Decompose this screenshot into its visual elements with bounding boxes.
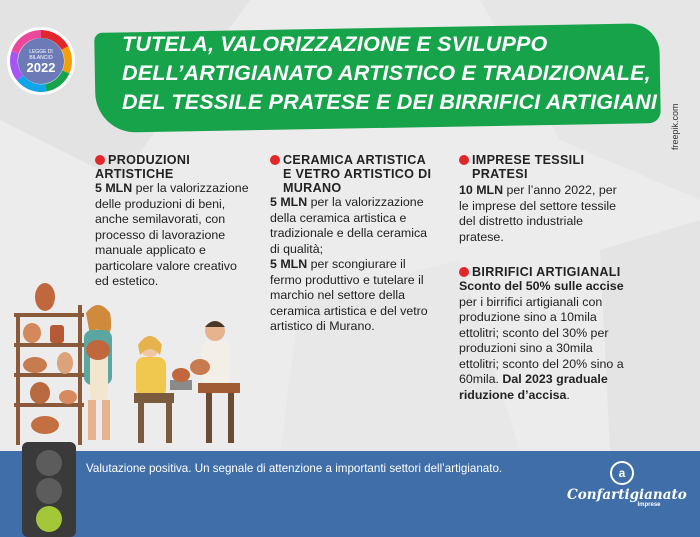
confartigianato-logo <box>567 461 687 521</box>
heading-text: MURANO <box>283 181 342 195</box>
amount: 5 MLN <box>95 181 133 195</box>
body-text: per la valorizzazione delle produzioni di beni, anche semilavorati, con processo di lavorazione manuale applicato e particolare valore creativo ed estetico. <box>95 181 249 288</box>
bullet-icon <box>459 267 469 277</box>
section-heading <box>459 153 624 181</box>
traffic-light-red-lamp <box>36 450 62 476</box>
traffic-light-green-lamp <box>36 506 62 532</box>
amount: 5 MLN <box>270 195 308 209</box>
heading-text: E VETRO ARTISTICO DI <box>283 167 432 181</box>
footer-text: Valutazione positiva. Un segnale di attenzione a importanti settori dell’artigianato. <box>86 462 503 475</box>
section-birrifici <box>459 265 624 403</box>
heading-text: PRODUZIONI ARTISTICHE <box>95 153 191 181</box>
title-line-2: DELL’ARTIGIANATO ARTISTICO E TRADIZIONALE, <box>122 61 651 85</box>
title-line-3: DEL TESSILE PRATESE E DEI BIRRIFICI ARTIGIANI <box>122 90 658 114</box>
heading-text: CERAMICA ARTISTICA <box>283 153 426 167</box>
emphasis: Sconto del 50% sulle accise <box>459 279 624 293</box>
brand-name: Confartigianato <box>567 487 687 503</box>
section-heading <box>270 153 435 195</box>
budget-law-logo <box>10 30 72 92</box>
title-line-1: TUTELA, VALORIZZAZIONE E SVILUPPO <box>122 32 548 56</box>
logo-year: 2022 <box>26 60 56 75</box>
heading-text: BIRRIFICI ARTIGIANALI <box>472 265 621 279</box>
brand-subtitle: Imprese <box>637 502 661 508</box>
pottery-vases <box>23 283 77 434</box>
artisan-woman-seated <box>134 336 192 443</box>
emphasis: Dal 2023 graduale riduzione d’accisa <box>459 372 608 402</box>
image-credit: freepik.com <box>670 103 680 150</box>
bullet-icon <box>459 155 469 165</box>
logo-caption: LEGGE DI BILANCIO <box>29 49 53 61</box>
traffic-light-yellow-lamp <box>36 478 62 504</box>
traffic-light-icon <box>22 442 76 537</box>
section-heading <box>95 153 253 181</box>
section-body <box>270 257 435 335</box>
section-body <box>95 181 253 290</box>
body-text: per l’anno 2022, per le imprese del settore tessile del distretto industriale pratese. <box>459 183 617 244</box>
brand-mark-icon: a <box>610 461 634 485</box>
logo-center <box>18 38 64 84</box>
body-text: . <box>566 387 570 402</box>
section-produzioni <box>95 153 253 290</box>
body-text: per la valorizzazione della ceramica artistica e tradizionale e della ceramica di qualità; <box>270 195 428 256</box>
section-ceramica <box>270 153 435 335</box>
section-body <box>459 183 624 245</box>
bullet-icon <box>95 155 105 165</box>
heading-text: IMPRESE TESSILI <box>472 153 585 167</box>
section-heading <box>459 265 624 279</box>
body-text: per scongiurare il fermo produttivo e tutelare il marchio nel settore della ceramica artistica e del vetro artistico di Murano. <box>270 257 428 333</box>
section-body <box>459 279 624 403</box>
heading-text: PRATESI <box>472 167 528 181</box>
amount: 10 MLN <box>459 183 504 197</box>
bullet-icon <box>270 155 280 165</box>
artisan-woman-standing <box>84 305 112 440</box>
section-tessili <box>459 153 624 245</box>
section-body <box>270 195 435 257</box>
page-title <box>122 30 682 117</box>
amount: 5 MLN <box>270 257 308 271</box>
artisan-man-seated <box>190 321 240 443</box>
body-text: per i birrifici artigianali con produzione sino a 10mila ettolitri; sconto del 30% per produzioni sino a 30mila ettolitri; sconto del 20% sino a 60mila. <box>459 294 624 386</box>
artisans-illustration <box>10 275 260 450</box>
